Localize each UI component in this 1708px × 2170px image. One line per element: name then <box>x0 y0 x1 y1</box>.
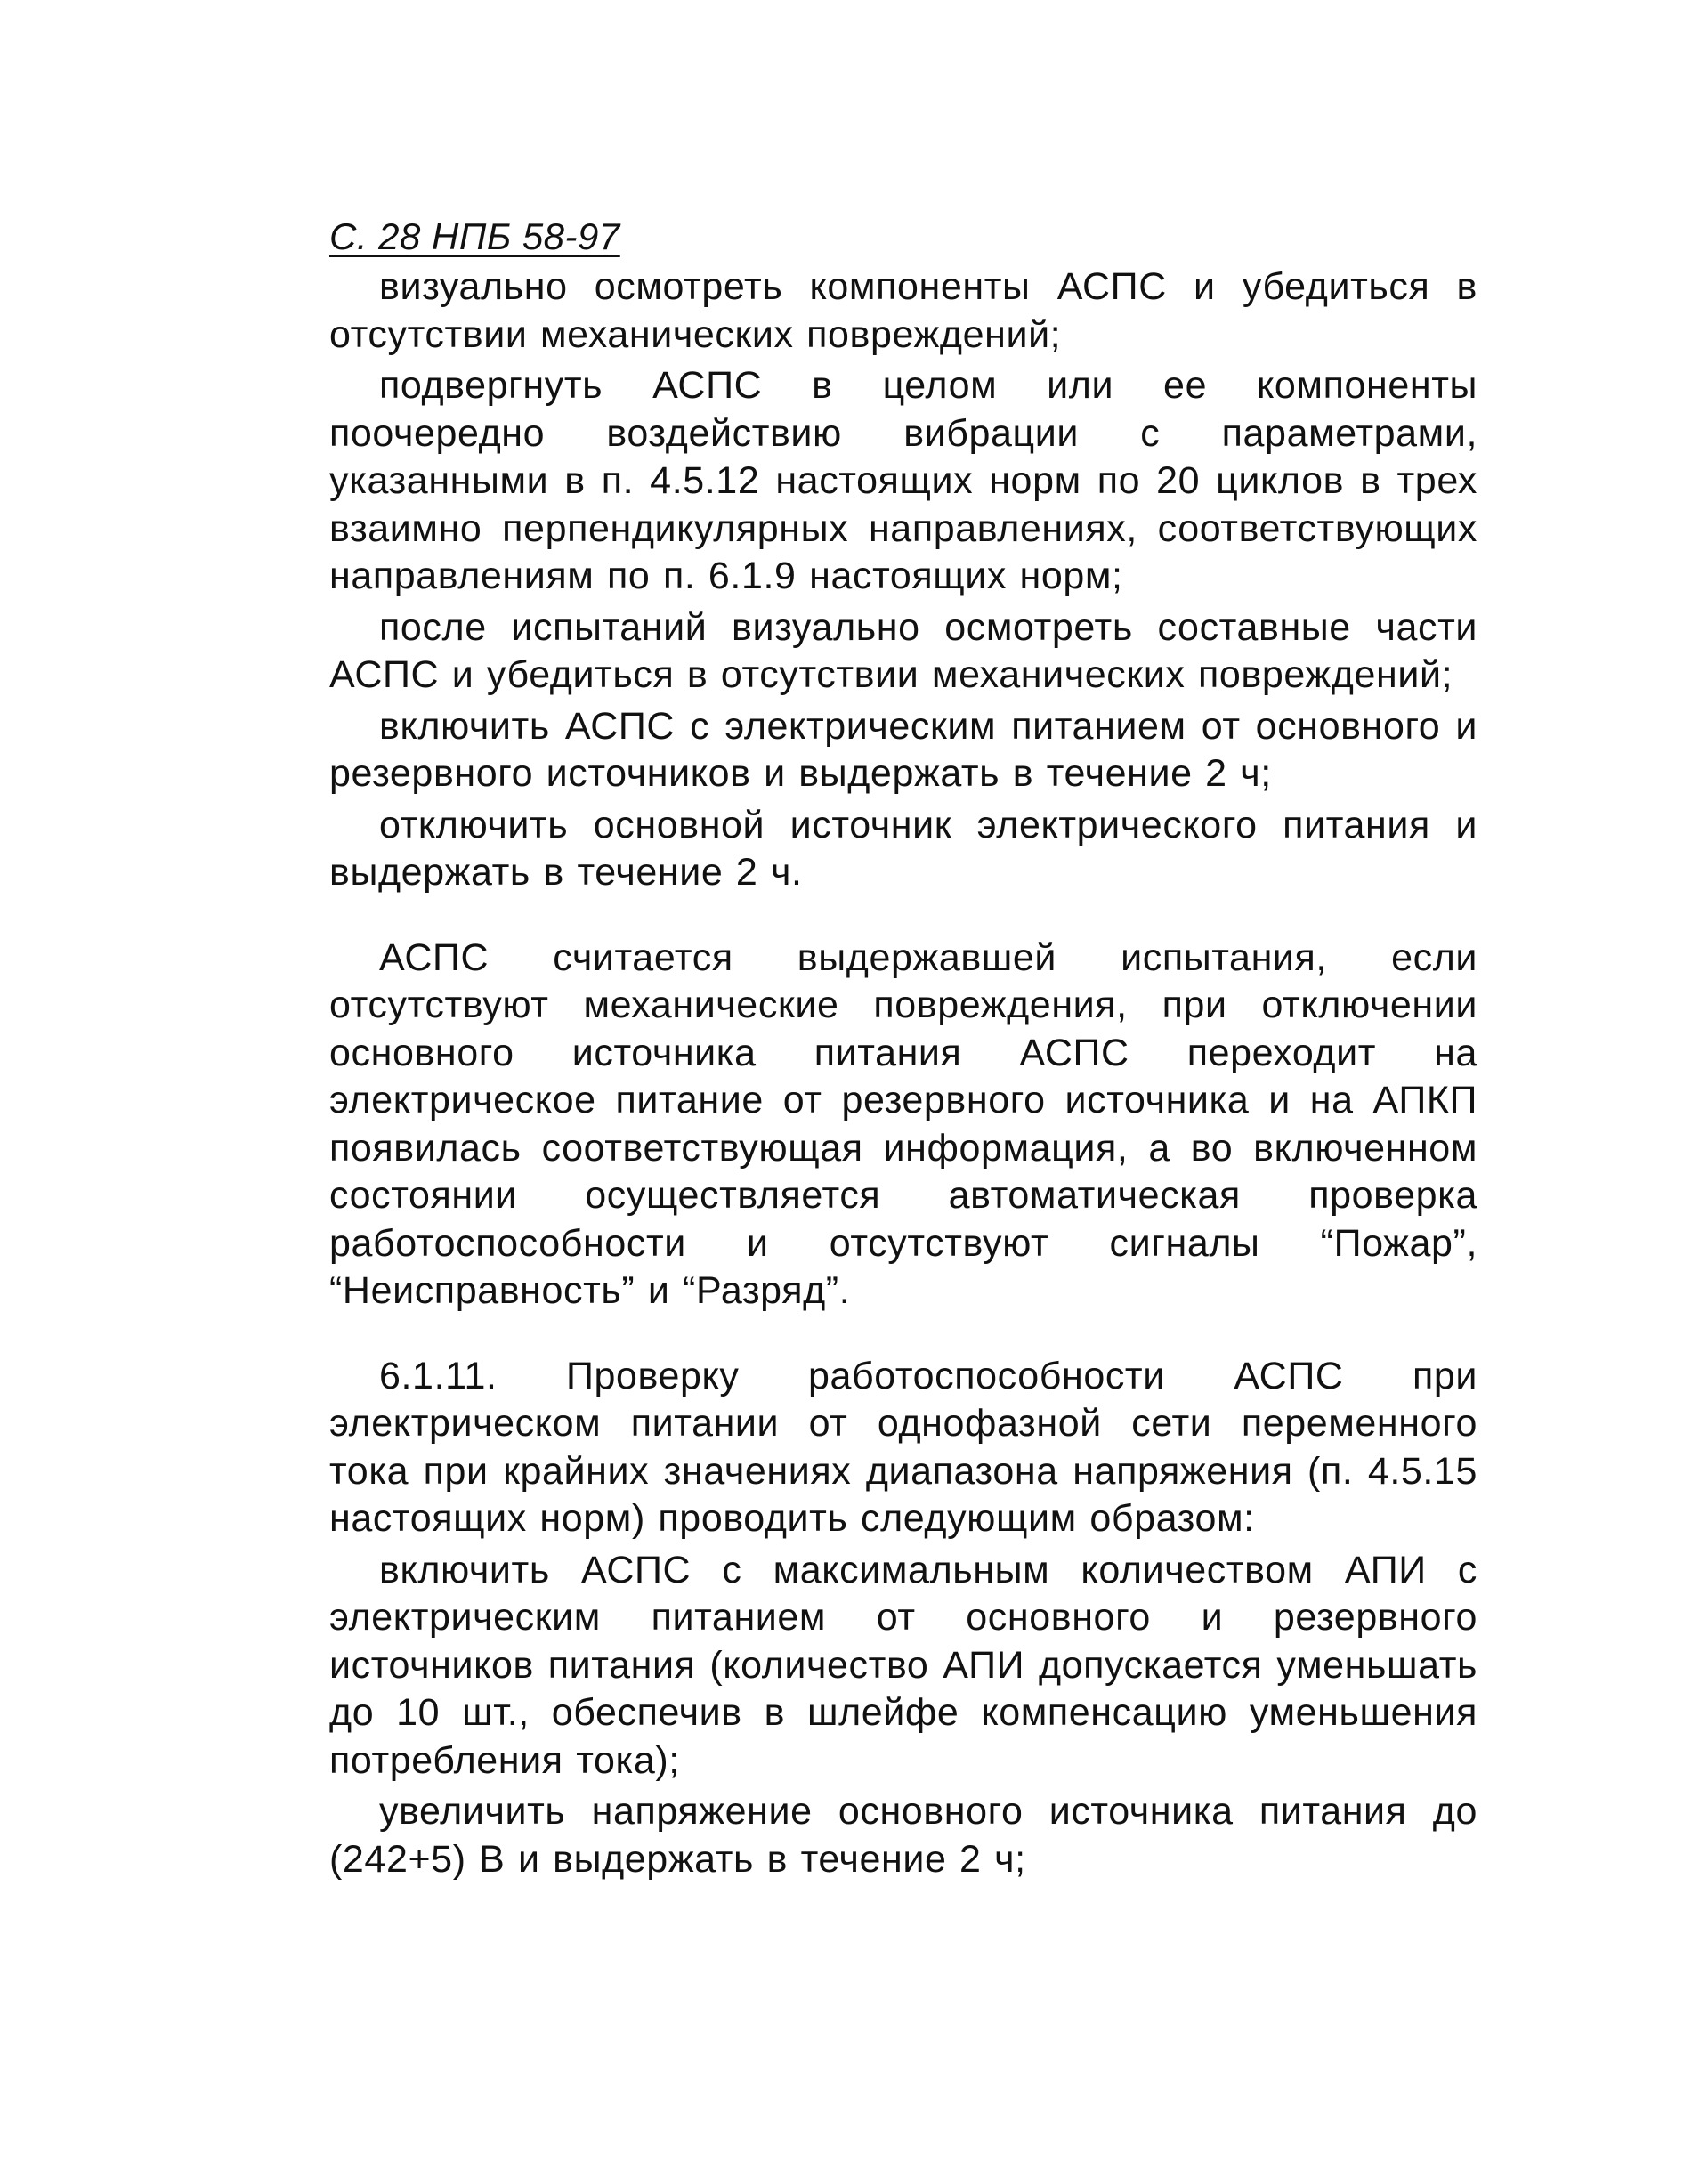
paragraph-vibration-test: подвергнуть АСПС в целом или ее компоненты поочередно воздействию вибрации с параметрами, указанными в п. 4.5.12 настоящих норм по 20 циклов в трех взаимно перпендикулярных направлениях, соответствующих направлениям по п. 6.1.9 настоящих норм; <box>329 364 1477 597</box>
paragraph-section-6-1-11: 6.1.11. Проверку работоспособности АСПС при электрическом питании от однофазной сети переменного тока при крайних значениях диапазона напряжения (п. 4.5.15 настоящих норм) проводить следующим образом: <box>329 1354 1477 1540</box>
paragraph-max-api: включить АСПС с максимальным количеством АПИ с электрическим питанием от основного и резервного источников питания (количество АПИ допускается уменьшать до 10 шт., обеспечив в шлейфе компенсацию уменьшения потребления тока); <box>329 1548 1477 1782</box>
paragraph-post-test-inspection: после испытаний визуально осмотреть составные части АСПС и убедиться в отсутствии механических повреждений; <box>329 605 1477 696</box>
paragraph-power-on: включить АСПС с электрическим питанием от основного и резервного источников и выдержать в течение 2 ч; <box>329 704 1477 795</box>
paragraph-power-off-main: отключить основной источник электрического питания и выдержать в течение 2 ч. <box>329 803 1477 894</box>
paragraph-raise-voltage: увеличить напряжение основного источника питания до (242+5) В и выдержать в течение 2 ч; <box>329 1790 1477 1881</box>
document-page <box>329 214 1477 1883</box>
paragraph-visual-inspection: визуально осмотреть компоненты АСПС и убедиться в отсутствии механических повреждений; <box>329 265 1477 356</box>
paragraph-pass-criteria: АСПС считается выдержавшей испытания, если отсутствуют механические повреждения, при отключении основного источника питания АСПС переходит на электрическое питание от резервного источника и на АПКП появилась соответствующая информация, а во включенном состоянии осуществляется автоматическая проверка работоспособности и отсутствуют сигналы “Пожар”, “Неисправность” и “Разряд”. <box>329 935 1477 1312</box>
running-head: С. 28 НПБ 58-97 <box>329 215 620 257</box>
